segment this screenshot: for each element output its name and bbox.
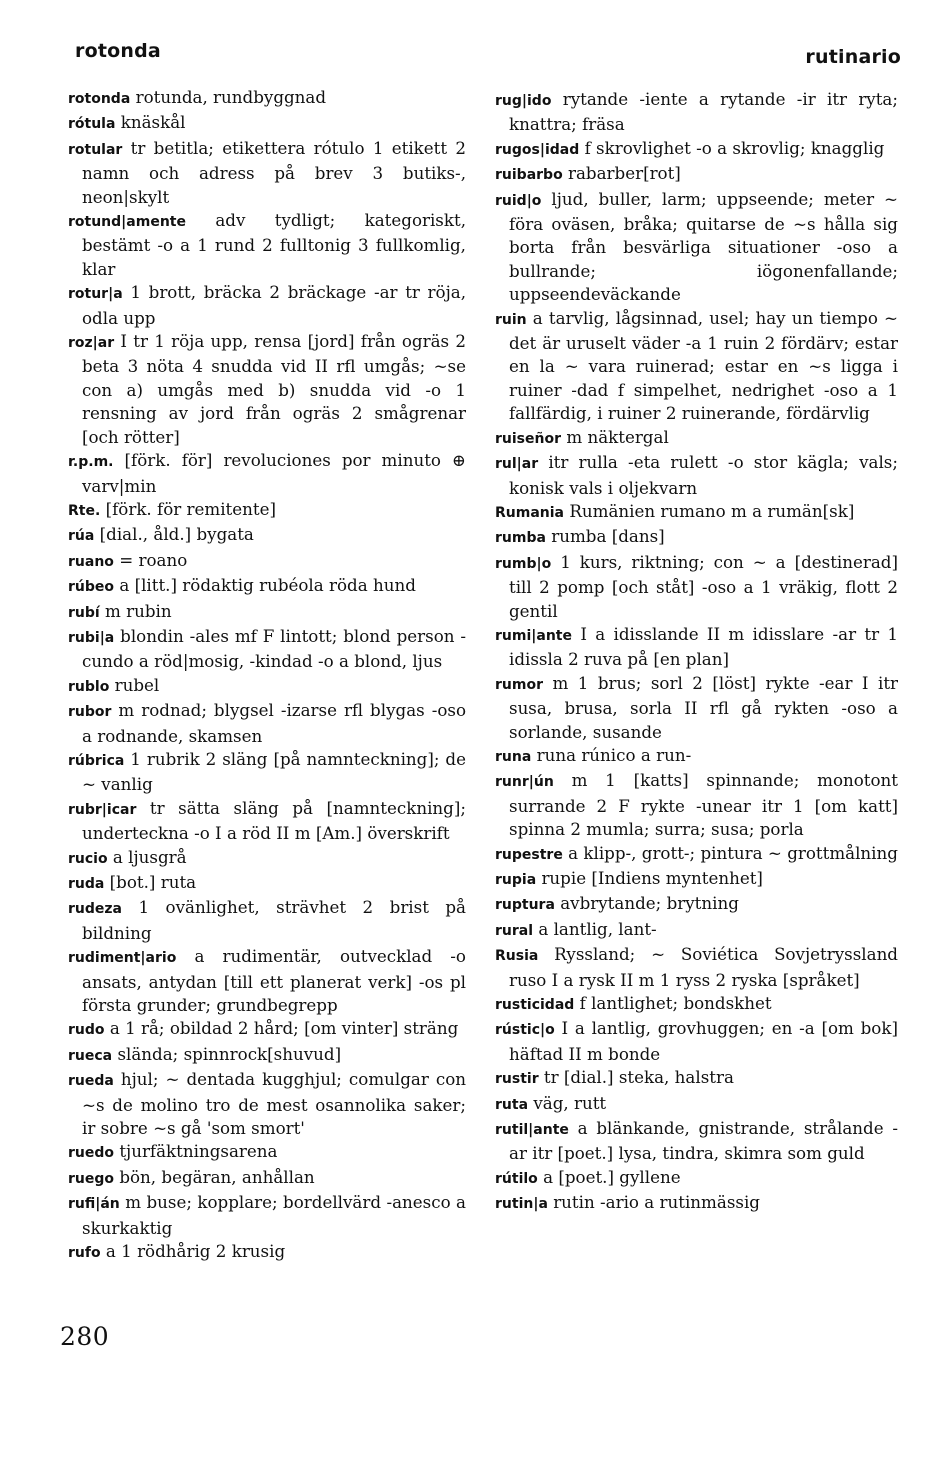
entry-headword: rueda [68, 1073, 114, 1090]
entry-headword: rumor [495, 676, 543, 693]
entry-headword: rudeza [68, 901, 122, 918]
entry-definition: a lantlig, lant- [538, 918, 657, 939]
entry-headword: rútilo [495, 1170, 538, 1187]
dictionary-entry [68, 330, 466, 449]
entry-headword: rumi|ante [495, 627, 572, 644]
entry-definition: rytande -iente a rytande -ir itr ryta; knattra; fräsa [509, 89, 898, 135]
dictionary-entry [495, 842, 898, 867]
dictionary-entry [68, 498, 466, 523]
entry-definition: f lantlighet; bondskhet [579, 993, 772, 1014]
entry-headword: rupestre [495, 846, 563, 863]
dictionary-entry [495, 1066, 898, 1091]
entry-headword: rústic|o [495, 1022, 555, 1039]
entry-definition: rumba [dans] [551, 526, 665, 547]
entry-headword: rugos|idad [495, 141, 580, 158]
entry-definition: m rubin [105, 600, 172, 621]
dictionary-entry [495, 137, 898, 162]
dictionary-entry [495, 672, 898, 744]
entry-definition: tr betitla; etikettera rótulo 1 etikett 2 namn och adress på brev 3 butiks-, neon|skylt [82, 137, 466, 207]
entry-headword: rúbrica [68, 752, 125, 769]
entry-headword: rúbeo [68, 579, 115, 596]
dictionary-entry [495, 551, 898, 623]
entry-definition: runa rúnico a run- [536, 744, 692, 765]
entry-definition: a [poet.] gyllene [543, 1166, 681, 1187]
entry-headword: ruid|o [495, 192, 542, 209]
entry-definition: itr rulla -eta rulett -o stor kägla; vals; konisk vals i oljekvarn [509, 452, 898, 498]
entry-headword: rotur|a [68, 286, 123, 303]
entry-definition: m rodnad; blygsel -izarse rfl blygas -oso a rodnande, skamsen [82, 700, 466, 746]
entry-headword: rótula [68, 116, 116, 133]
dictionary-entry [68, 281, 466, 330]
dictionary-entry [68, 1240, 466, 1265]
dictionary-entry [68, 1017, 466, 1042]
right-column [495, 88, 898, 1217]
entry-headword: ruedo [68, 1145, 115, 1162]
entry-headword: roz|ar [68, 335, 115, 352]
entry-headword: rotonda [68, 91, 131, 107]
entry-definition: m näktergal [566, 426, 669, 447]
entry-headword: rusticidad [495, 997, 575, 1014]
entry-definition: [dial., åld.] bygata [99, 524, 254, 545]
entry-headword: ruin [495, 311, 527, 328]
entry-headword: rufi|án [68, 1196, 120, 1213]
entry-headword: ruptura [495, 897, 555, 914]
dictionary-entry [68, 1043, 466, 1068]
dictionary-entry [495, 162, 898, 187]
dictionary-entry [495, 744, 898, 769]
entry-headword: runa [495, 748, 532, 765]
entry-headword: rudiment|ario [68, 950, 177, 967]
dictionary-entry [68, 871, 466, 896]
entry-headword: rubi|a [68, 629, 115, 646]
entry-definition: m buse; kopplare; bordellvärd -anesco a skurkaktig [82, 1192, 466, 1238]
entry-headword: Rte. [68, 502, 101, 519]
entry-headword: rustir [495, 1071, 539, 1088]
dictionary-entry [68, 1068, 466, 1140]
entry-definition: a rudimentär, outvecklad -o ansats, antydan [till ett planerat verk] -os pl första grunder; grundbegrepp [82, 946, 466, 1016]
dictionary-entry [495, 451, 898, 500]
entry-definition: ljud, buller, larm; uppseende; meter ~ föra oväsen, bråka; quitarse de ~s hålla sig borta från besvärliga situationer -oso a bullrande; iögonenfallande; uppseendeväckande [509, 188, 898, 305]
entry-definition: knäskål [120, 112, 186, 133]
entry-headword: rural [495, 922, 534, 939]
entry-definition: 1 brott, bräcka 2 bräckage -ar tr röja, odla upp [82, 282, 467, 328]
entry-headword: rublo [68, 678, 110, 695]
entry-headword: rumba [495, 530, 546, 547]
dictionary-entry [495, 769, 898, 841]
dictionary-entry [68, 549, 466, 574]
entry-headword: ruibarbo [495, 167, 563, 184]
entry-definition: Rumänien rumano m a rumän[sk] [569, 500, 855, 521]
entry-headword: rubí [68, 604, 100, 621]
dictionary-entry [495, 943, 898, 992]
dictionary-entry [68, 625, 466, 674]
entry-headword: rutin|a [495, 1196, 548, 1213]
entry-headword: rumb|o [495, 555, 552, 572]
dictionary-entry [495, 867, 898, 892]
entry-definition: a tarvlig, lågsinnad, usel; hay un tiempo ~ det är uruselt väder -a 1 ruin 2 fördärv; estar en la ~ vara ruinerad; estar en ~s ligga i ruiner -dad f simpelhet, nedrighet -oso a 1 fallfärdig, i ruiner 2 ruinerande, fördärvlig [509, 307, 898, 424]
dictionary-entry [495, 1017, 898, 1066]
entry-definition: a 1 rödhårig 2 krusig [105, 1241, 286, 1262]
dictionary-entry [68, 846, 466, 871]
dictionary-entry [68, 137, 466, 209]
entry-definition: adv tydligt; kategoriskt, bestämt -o a 1 rund 2 fulltonig 3 fullkomlig, klar [82, 210, 466, 279]
entry-definition: tr sätta släng på [namnteckning]; underteckna -o I a röd II m [Am.] överskrift [82, 797, 466, 844]
entry-definition: [förk. för remitente] [105, 498, 276, 519]
left-column [68, 86, 466, 1266]
dictionary-entry [495, 88, 898, 137]
entry-definition: rubel [114, 674, 160, 695]
entry-headword: rutil|ante [495, 1122, 569, 1139]
entry-definition: avbrytande; brytning [560, 893, 739, 914]
dictionary-entry [495, 1117, 898, 1166]
dictionary-entry [68, 600, 466, 625]
dictionary-entry [495, 525, 898, 550]
dictionary-entry [495, 1092, 898, 1117]
entry-definition: = roano [119, 549, 188, 570]
entry-headword: Rusia [495, 948, 539, 965]
entry-headword: r.p.m. [68, 454, 114, 471]
dictionary-entry [68, 209, 466, 281]
entry-definition: 1 rubrik 2 släng [på namnteckning]; de ~ vanlig [82, 748, 466, 795]
entry-definition: rutin -ario a rutinmässig [553, 1192, 760, 1213]
dictionary-entry [68, 523, 466, 548]
entry-headword: rul|ar [495, 456, 539, 473]
entry-headword: rúa [68, 528, 95, 545]
dictionary-entry [68, 1166, 466, 1191]
entry-definition: 1 kurs, riktning; con ~ a [destinerad] till 2 pomp [och ståt] -oso a 1 vräkig, flott 2 gentil [509, 551, 899, 621]
entry-headword: rufo [68, 1245, 101, 1262]
dictionary-entry [68, 1140, 466, 1165]
entry-definition: a ljusgrå [112, 846, 187, 867]
page-number: 280 [60, 1322, 110, 1351]
dictionary-entry [495, 992, 898, 1017]
dictionary-entry [68, 945, 466, 1017]
entry-headword: ruego [68, 1170, 115, 1187]
entry-definition: rotunda, rundbyggnad [135, 87, 327, 107]
dictionary-entry [68, 748, 466, 797]
entry-headword: rug|ido [495, 93, 552, 109]
dictionary-entry [68, 797, 466, 846]
dictionary-entry [495, 623, 898, 672]
entry-definition: väg, rutt [533, 1092, 607, 1113]
entry-definition: a blänkande, gnistrande, strålande -ar itr [poet.] lysa, tindra, skimra som guld [509, 1118, 898, 1164]
entry-headword: ruiseñor [495, 430, 561, 447]
dictionary-entry [68, 574, 466, 599]
entry-definition: [förk. för] revoluciones por minuto ⊕ varv|min [82, 450, 466, 496]
dictionary-entry [495, 500, 898, 525]
entry-definition: tr [dial.] steka, halstra [543, 1067, 734, 1088]
dictionary-entry [68, 86, 466, 111]
entry-headword: ruta [495, 1096, 529, 1113]
dictionary-entry [495, 892, 898, 917]
entry-definition: m 1 [katts] spinnande; monotont surrande 2 F rykte -unear itr 1 [om katt] spinna 2 mumla; surra; susa; porla [509, 770, 898, 840]
entry-definition: I a lantlig, grovhuggen; en -a [om bok] häftad II m bonde [509, 1018, 898, 1064]
entry-definition: m 1 brus; sorl 2 [löst] rykte -ear I itr susa, brusa, sorla II rfl gå rykten -oso a sorlande, susande [509, 672, 898, 742]
entry-headword: rudo [68, 1022, 105, 1039]
entry-definition: rabarber[rot] [568, 163, 681, 184]
entry-headword: rotular [68, 141, 123, 158]
entry-headword: rucio [68, 850, 108, 867]
entry-headword: ruano [68, 553, 114, 570]
dictionary-entry [68, 896, 466, 945]
entry-definition: Ryssland; ~ Soviética Sovjetryssland ruso I a rysk II m 1 ryss 2 ryska [språket] [509, 944, 898, 990]
entry-definition: I tr 1 röja upp, rensa [jord] från ogräs 2 beta 3 nöta 4 snudda vid II rfl umgås; ~se con a) umgås med b) snudda vid -o 1 rensning av jord från ogräs 2 smågrenar [och rötter] [82, 331, 466, 447]
left-guide-word: rotonda [75, 40, 161, 62]
dictionary-entry [495, 1191, 898, 1216]
dictionary-entry [68, 674, 466, 699]
entry-definition: f skrovlighet -o a skrovlig; knagglig [584, 137, 885, 158]
dictionary-entry [68, 699, 466, 748]
dictionary-entry [495, 188, 898, 307]
entry-headword: rueca [68, 1047, 113, 1064]
entry-headword: rubr|icar [68, 801, 137, 818]
entry-definition: hjul; ~ dentada kugghjul; comulgar con ~s de molino tro de mest osannolika saker; ir sobre ~s gå 'som smort' [82, 1069, 466, 1139]
entry-definition: 1 ovänlighet, strävhet 2 brist på bildning [82, 897, 466, 943]
entry-headword: Rumania [495, 504, 564, 521]
entry-definition: I a idisslande II m idisslare -ar tr 1 idissla 2 ruva på [en plan] [509, 623, 898, 670]
entry-definition: a klipp-, grott-; pintura ~ grottmålning [568, 842, 898, 863]
entry-headword: rupia [495, 872, 537, 888]
entry-definition: a [litt.] rödaktig rubéola röda hund [119, 575, 416, 596]
entry-headword: rotund|amente [68, 214, 186, 231]
entry-definition: [bot.] ruta [109, 872, 197, 892]
dictionary-entry [68, 1191, 466, 1240]
dictionary-entry [495, 426, 898, 451]
entry-definition: bön, begäran, anhållan [119, 1166, 315, 1187]
entry-headword: rubor [68, 704, 112, 721]
dictionary-entry [495, 307, 898, 426]
dictionary-entry [495, 918, 898, 943]
entry-definition: blondin -ales mf F lintott; blond person -cundo a röd|mosig, -kindad -o a blond, ljus [82, 625, 466, 672]
right-guide-word: rutinario [805, 46, 901, 68]
dictionary-entry [495, 1166, 898, 1191]
entry-definition: rupie [Indiens myntenhet] [541, 868, 763, 888]
entry-definition: tjurfäktningsarena [119, 1141, 278, 1162]
entry-definition: slända; spinnrock[shuvud] [117, 1043, 342, 1064]
dictionary-entry [68, 111, 466, 136]
entry-definition: a 1 rå; obildad 2 hård; [om vinter] sträng [109, 1018, 459, 1039]
entry-headword: ruda [68, 876, 105, 892]
dictionary-entry [68, 449, 466, 498]
entry-headword: runr|ún [495, 774, 554, 791]
